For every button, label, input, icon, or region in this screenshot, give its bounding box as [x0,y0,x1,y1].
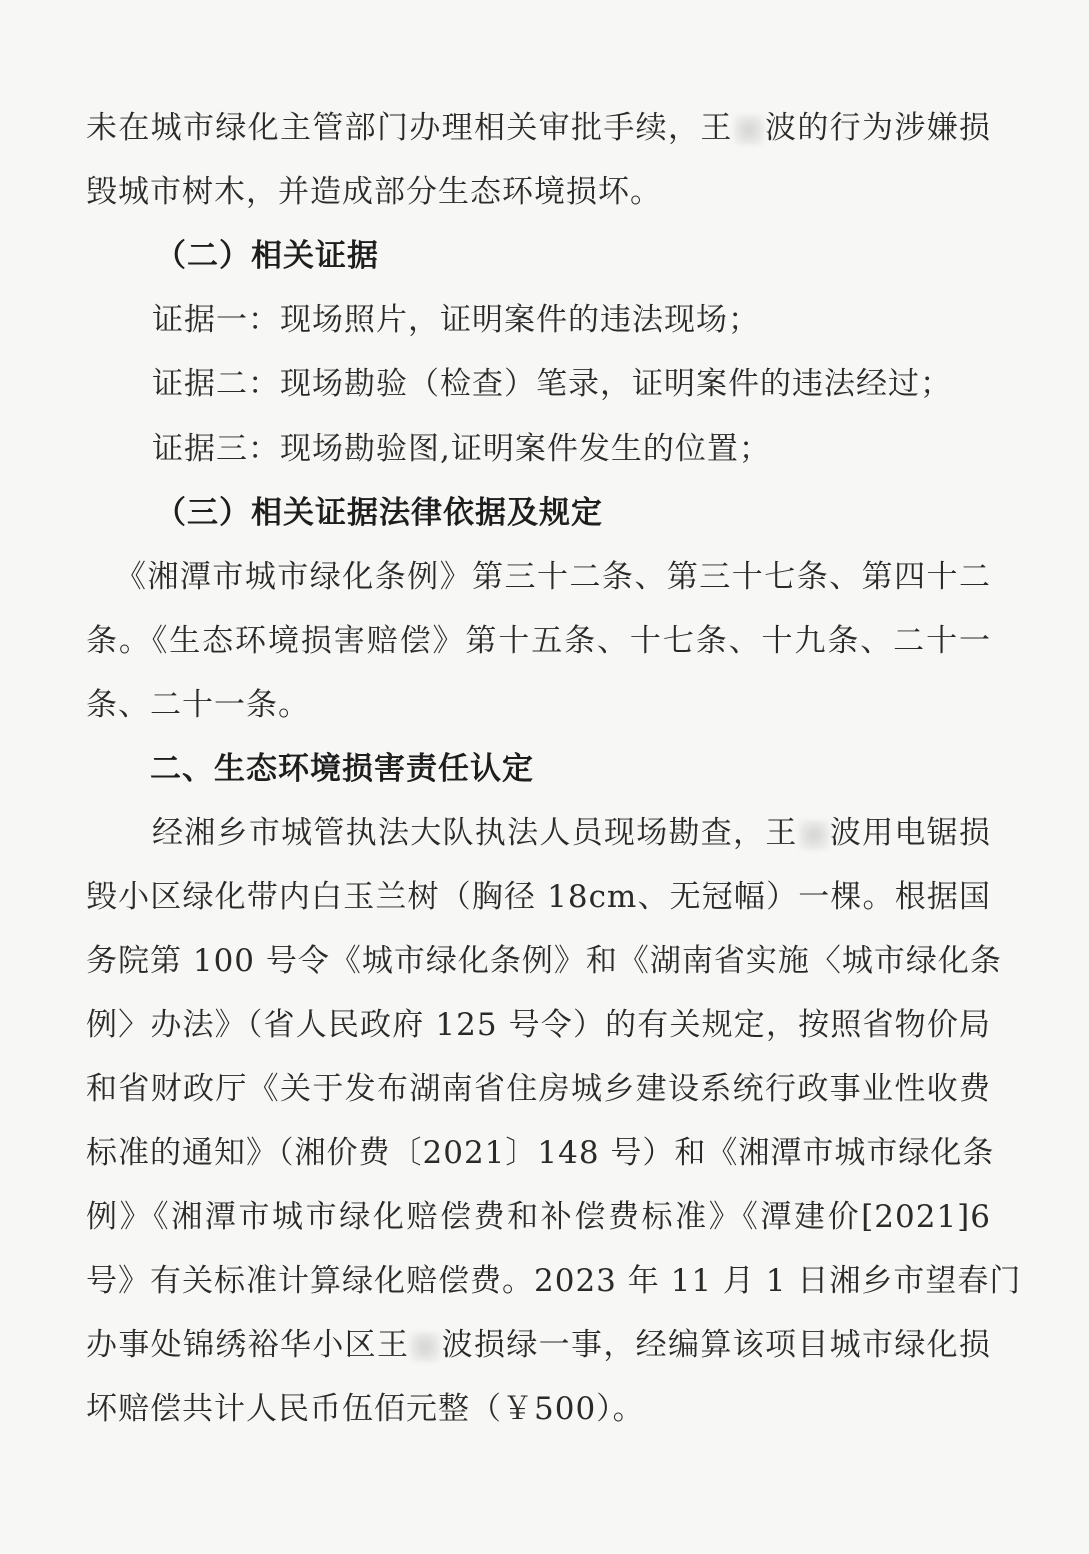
liability-text-a: 经湘乡市城管执法大队执法人员现场勘查，王 [152,815,798,851]
liability-line-7: 例》《湘潭市城市绿化赔偿费和补偿费标准》《潭建价[2021]6 [86,1199,991,1235]
liability-line-2: 毁小区绿化带内白玉兰树（胸径 18cm、无冠幅）一棵。根据国 [86,879,991,915]
part-heading-liability: 二、生态环境损害责任认定 [150,751,534,787]
redaction-mark [799,820,829,850]
section-heading-evidence: （二）相关证据 [155,238,379,274]
redaction-mark [410,1332,440,1362]
para1-line-1 [86,108,991,148]
liability-line-5: 和省财政厅《关于发布湖南省住房城乡建设系统行政事业性收费 [86,1071,991,1107]
redaction-mark [734,115,764,145]
evidence-item-1: 证据一：现场照片，证明案件的违法现场； [152,302,760,338]
evidence-item-3: 证据三：现场勘验图,证明案件发生的位置； [152,431,771,467]
liability-line-4: 例〉办法》（省人民政府 125 号令）的有关规定，按照省物价局 [86,1007,991,1043]
para1-text-b: 波的行为涉嫌损 [764,110,992,146]
section-heading-legal-basis: （三）相关证据法律依据及规定 [155,495,603,531]
para1-text-a: 未在城市绿化主管部门办理相关审批手续，王 [86,110,733,146]
legal-basis-line-1: 《湘潭市城市绿化条例》第三十二条、第三十七条、第四十二 [115,559,991,595]
liability-line-3: 务院第 100 号令《城市绿化条例》和《湖南省实施〈城市绿化条 [86,943,1002,979]
liability-text-9b: 波损绿一事，经编算该项目城市绿化损 [441,1327,992,1363]
para1-line-2: 毁城市树木，并造成部分生态环境损坏。 [86,174,662,210]
liability-text-9a: 办事处锦绣裕华小区王 [86,1327,410,1363]
legal-basis-line-3: 条、二十一条。 [86,687,310,723]
liability-line-9 [86,1325,991,1365]
liability-line-10: 坏赔偿共计人民币伍佰元整（￥500）。 [86,1391,645,1427]
liability-line-6: 标准的通知》（湘价费〔2021〕148 号）和《湘潭市城市绿化条 [86,1135,995,1171]
legal-basis-line-2: 条。《生态环境损害赔偿》第十五条、十七条、十九条、二十一 [86,623,991,659]
evidence-item-2: 证据二：现场勘验（检查）笔录，证明案件的违法经过； [152,366,952,402]
liability-text-b: 波用电锯损 [829,815,992,851]
liability-line-1 [152,813,991,853]
liability-line-8: 号》有关标准计算绿化赔偿费。2023 年 11 月 1 日湘乡市望春门 [86,1263,1022,1299]
